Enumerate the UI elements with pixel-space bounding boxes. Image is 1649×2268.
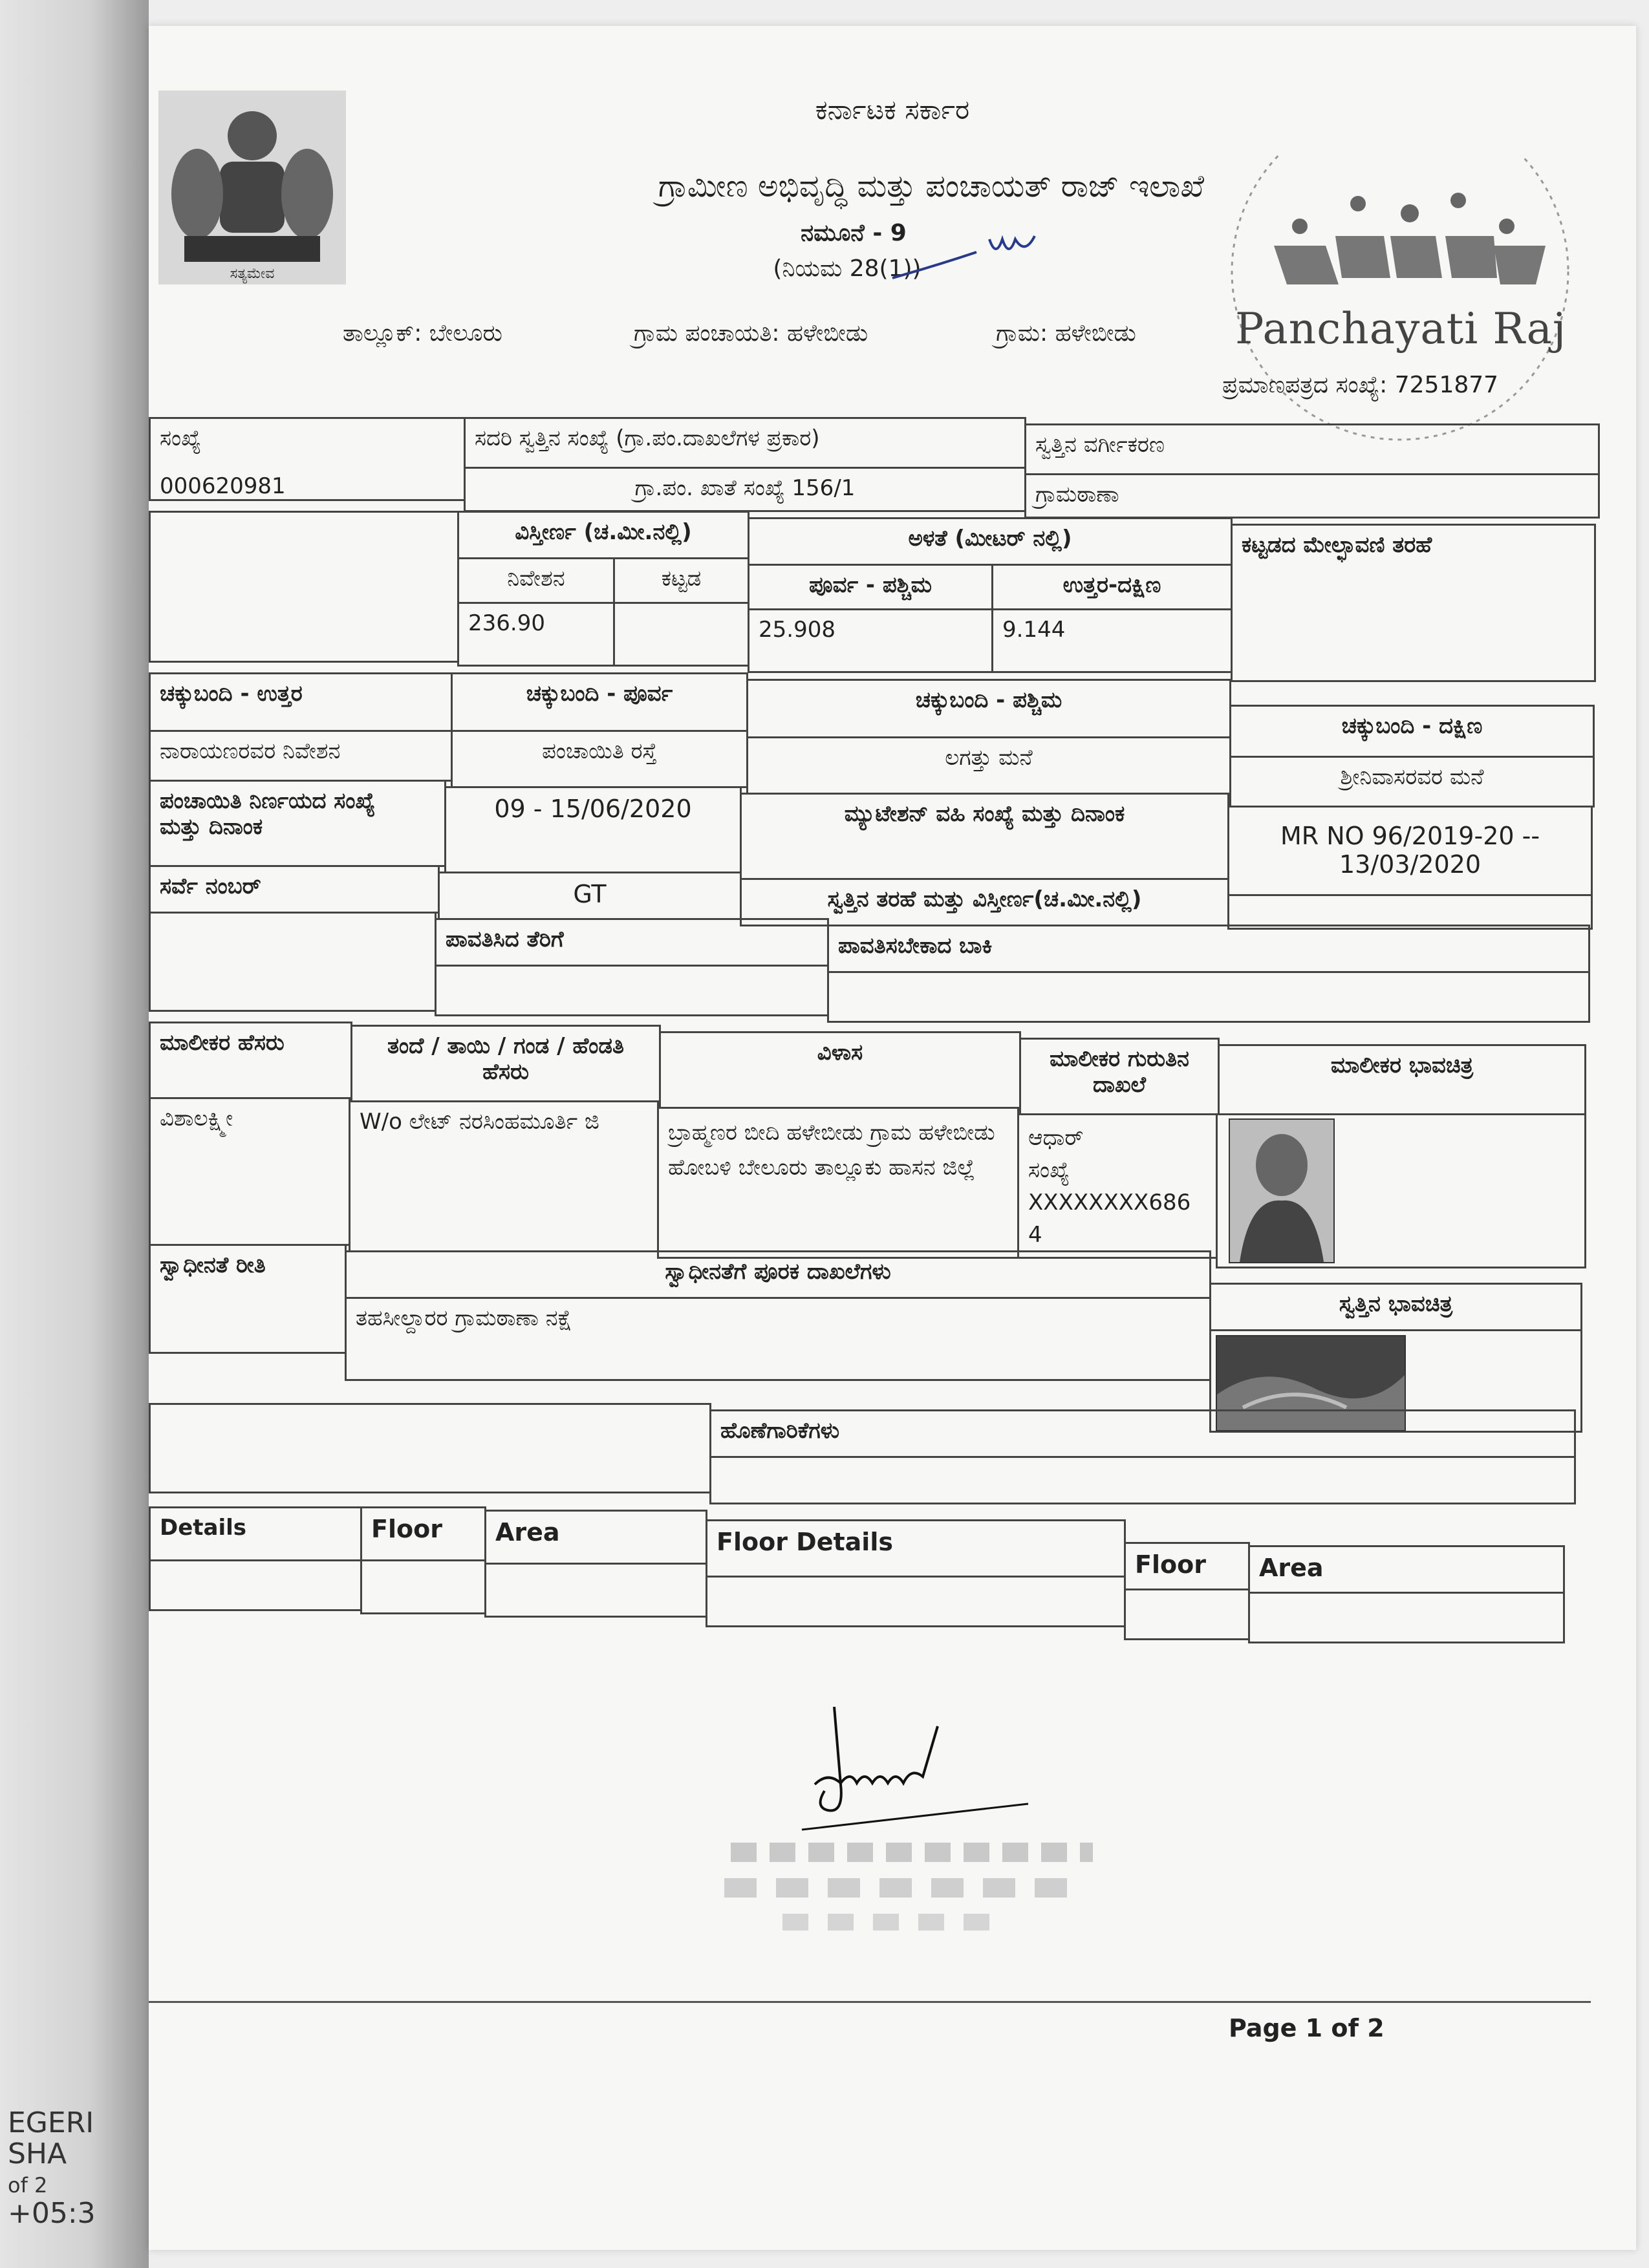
handwritten-mark-icon — [886, 226, 1054, 297]
area-label-right: Area — [1259, 1554, 1324, 1582]
floor-left-value-c — [484, 1563, 707, 1618]
acquisition-mode-cell — [149, 1244, 347, 1354]
site-label-cell — [457, 557, 615, 604]
relation-label: ತಂದೆ / ತಾಯಿ / ಗಂಡ / ಹೆಂಡತಿ ಹೆಸರು — [387, 1033, 624, 1085]
area-label-left: Area — [495, 1518, 560, 1546]
tax-side-cell — [149, 912, 436, 1012]
owner-id-label-cell — [1019, 1038, 1220, 1115]
north-south-value-cell — [991, 608, 1233, 673]
owner-id-value-3: XXXXXXXX686 — [1028, 1190, 1191, 1215]
address-value: ಬ್ರಾಹ್ಮಣರ ಬೀದಿ ಹಳೇಬೀಡು ಗ್ರಾಮ ಹಳೇಬೀಡು ಹೋಬಳಿ ಬೇಲೂರು ತಾಲ್ಲೂಕು ಹಾಸನ ಜಿಲ್ಲೆ — [668, 1120, 995, 1181]
building-label-cell — [613, 557, 749, 604]
owner-id-value-2: ಸಂಖ್ಯೆ — [1028, 1157, 1070, 1183]
acquisition-docs-label: ಸ್ವಾಧೀನತೆಗೆ ಪೂರಕ ದಾಖಲೆಗಳು — [665, 1259, 891, 1285]
certificate-page — [149, 26, 1636, 2250]
acquisition-docs-label-cell — [345, 1250, 1211, 1299]
mutation-label-cell — [740, 793, 1229, 880]
site-value: 236.90 — [468, 610, 545, 636]
gram-panchayat: ಗ್ರಾಮ ಪಂಚಾಯತಿ: ಹಳೇಬೀಡು — [634, 320, 868, 347]
edge-text-4: +05:3 — [8, 2197, 96, 2230]
resolution-value-cell — [444, 786, 742, 873]
owner-photo-label-cell — [1218, 1044, 1586, 1115]
area-label-left-cell — [484, 1510, 707, 1565]
east-boundary-label: ಚಕ್ಕುಬಂದಿ - ಪೂರ್ವ — [526, 681, 673, 707]
resolution-label-cell — [149, 780, 446, 867]
faded-stamp-line-1 — [731, 1843, 1093, 1862]
north-boundary-label-cell — [149, 672, 453, 732]
footer-rule — [149, 2001, 1591, 2003]
west-boundary-value: ಲಗತ್ತು ಮನೆ — [945, 745, 1033, 771]
mutation-label: ಮ್ಯುಟೇಶನ್ ವಹಿ ಸಂಖ್ಯೆ ಮತ್ತು ದಿನಾಂಕ — [844, 801, 1125, 827]
east-west-value: 25.908 — [759, 617, 835, 643]
west-boundary-value-cell — [746, 736, 1231, 795]
floor-details-right-label: Floor Details — [717, 1528, 893, 1556]
east-boundary-value-cell — [451, 730, 748, 788]
faded-stamp-line-2 — [724, 1878, 1086, 1898]
west-boundary-label: ಚಕ್ಕುಬಂದಿ - ಪಶ್ಚಿಮ — [915, 687, 1062, 713]
class-label: ಸ್ವತ್ತಿನ ವರ್ಗೀಕರಣ — [1035, 432, 1165, 458]
department-title: ಗ್ರಾಮೀಣ ಅಭಿವೃದ್ಧಿ ಮತ್ತು ಪಂಚಾಯತ್ ರಾಜ್ ಇಲಾಖೆ — [658, 168, 1205, 204]
edge-text-1: EGERI — [8, 2106, 94, 2139]
property-photo-label-cell — [1209, 1283, 1582, 1331]
owner-name-value-cell — [149, 1097, 350, 1246]
class-label-cell — [1024, 423, 1600, 475]
property-id-cell — [149, 417, 466, 501]
resolution-label-1: ಪಂಚಾಯಿತಿ ನಿರ್ಣಯದ ಸಂಖ್ಯೆ — [160, 788, 376, 814]
resolution-value: 09 - 15/06/2020 — [494, 795, 692, 823]
floor-label-right: Floor — [1135, 1550, 1206, 1579]
liabilities-label-cell — [709, 1409, 1576, 1458]
site-value-cell — [457, 602, 615, 667]
building-label: ಕಟ್ಟಡ — [661, 566, 702, 592]
khata-label-cell — [464, 417, 1026, 469]
north-boundary-value: ನಾರಾಯಣರವರ ನಿವೇಶನ — [160, 738, 341, 764]
owner-name-value: ವಿಶಾಲಕ್ಷ್ಮೀ — [160, 1106, 233, 1131]
east-west-value-cell — [748, 608, 993, 673]
certificate-number: ಪ್ರಮಾಣಪತ್ರದ ಸಂಖ್ಯೆ: 7251877 — [1222, 372, 1499, 398]
roof-type-cell — [1231, 524, 1596, 682]
building-value-cell — [613, 602, 749, 667]
owner-id-value-1: ಆಧಾರ್ — [1028, 1125, 1084, 1151]
tax-paid-value-cell — [435, 965, 829, 1016]
floor-details-right-cell — [706, 1519, 1126, 1578]
rule-number: (ನಿಯಮ 28(1)) — [773, 255, 921, 282]
floor-right-value-c — [1248, 1592, 1565, 1643]
floor-left-value-b — [360, 1559, 486, 1614]
floor-label-left-cell — [360, 1506, 486, 1561]
tax-balance-label: ಪಾವತಿಸಬೇಕಾದ ಬಾಕಿ — [838, 933, 993, 959]
owner-id-label: ಮಾಲೀಕರ ಗುರುತಿನ ದಾಖಲೆ — [1050, 1046, 1189, 1098]
class-value: ಗ್ರಾಮಠಾಣಾ — [1035, 482, 1119, 508]
folded-page-edge — [0, 0, 149, 2268]
edge-text-3: of 2 — [8, 2173, 48, 2198]
north-boundary-label: ಚಕ್ಕುಬಂದಿ - ಉತ್ತರ — [160, 681, 303, 707]
taluk: ತಾಲ್ಲೂಕ್: ಬೇಲೂರು — [343, 320, 502, 347]
survey-value-cell — [438, 872, 742, 920]
roof-type-label: ಕಟ್ಟಡದ ಮೇಲ್ಛಾವಣಿ ತರಹೆ — [1242, 532, 1432, 558]
relation-value: W/o ಲೇಟ್ ನರಸಿಂಹಮೂರ್ತಿ ಜಿ — [360, 1109, 599, 1135]
form-number: ನಮೂನೆ - 9 — [801, 220, 907, 246]
khata-value-cell — [464, 467, 1026, 512]
east-boundary-label-cell — [451, 672, 748, 732]
area-label: ವಿಸ್ತೀರ್ಣ (ಚ.ಮೀ.ನಲ್ಲಿ) — [515, 519, 692, 545]
floor-label-left: Floor — [371, 1515, 442, 1543]
khata-label: ಸದರಿ ಸ್ವತ್ತಿನ ಸಂಖ್ಯೆ (ಗ್ರಾ.ಪಂ.ದಾಖಲೆಗಳ ಪ್ರಕಾರ) — [475, 425, 820, 451]
address-label-cell — [659, 1031, 1021, 1109]
acquisition-mode-label: ಸ್ವಾಧೀನತೆ ರೀತಿ — [160, 1252, 266, 1278]
area-side-cell — [149, 511, 459, 663]
property-photo-label: ಸ್ವತ್ತಿನ ಭಾವಚಿತ್ರ — [1339, 1291, 1453, 1317]
property-id-label: ಸಂಖ್ಯೆ — [160, 425, 201, 451]
west-boundary-label-cell — [746, 679, 1231, 738]
owner-photo — [1229, 1118, 1335, 1263]
area-header-cell — [457, 511, 749, 559]
mutation-value-cell — [1227, 806, 1593, 896]
survey-label-cell — [149, 865, 440, 914]
owner-photo-label: ಮಾಲೀಕರ ಭಾವಚಿತ್ರ — [1330, 1053, 1474, 1078]
khata-value: ಗ್ರಾ.ಪಂ. ಖಾತೆ ಸಂಖ್ಯೆ 156/1 — [634, 475, 856, 501]
tax-balance-value-cell — [827, 971, 1590, 1023]
floor-label-right-cell — [1124, 1542, 1250, 1590]
measure-label: ಅಳತೆ (ಮೀಟರ್ ನಲ್ಲಿ) — [908, 526, 1072, 551]
floor-details-left-cell — [149, 1506, 362, 1561]
floor-left-value-a — [149, 1559, 362, 1611]
east-boundary-value: ಪಂಚಾಯಿತಿ ರಸ್ತೆ — [542, 738, 657, 764]
relation-label-cell — [350, 1025, 661, 1102]
property-id-value: 000620981 — [160, 473, 286, 499]
address-value-cell — [657, 1107, 1019, 1259]
measure-header-cell — [748, 517, 1233, 566]
south-boundary-value-cell — [1229, 756, 1595, 808]
owner-id-value-cell — [1017, 1113, 1218, 1259]
floor-right-value-b — [1124, 1589, 1250, 1640]
svg-text:ಸತ್ಯಮೇವ: ಸತ್ಯಮೇವ — [230, 266, 275, 282]
tax-paid-label: ಪಾವತಿಸಿದ ತೆರಿಗೆ — [446, 926, 564, 952]
liabilities-label: ಹೊಣೆಗಾರಿಕೆಗಳು — [720, 1418, 840, 1444]
liabilities-side-cell — [149, 1403, 711, 1493]
tax-paid-label-cell — [435, 918, 829, 967]
address-label: ವಿಳಾಸ — [817, 1040, 863, 1065]
north-south-label: ಉತ್ತರ-ದಕ್ಷಿಣ — [1062, 572, 1161, 598]
signature-icon — [789, 1700, 1035, 1843]
acquisition-docs-value-cell — [345, 1297, 1211, 1381]
east-west-label-cell — [748, 564, 993, 610]
seal-title: Panchayati Raj — [1235, 304, 1567, 354]
north-south-value: 9.144 — [1002, 617, 1066, 643]
owner-name-label-cell — [149, 1022, 352, 1099]
south-boundary-value: ಶ್ರೀನಿವಾಸರವರ ಮನೆ — [1340, 764, 1484, 790]
owner-name-label: ಮಾಲೀಕರ ಹೆಸರು — [160, 1030, 285, 1056]
village: ಗ್ರಾಮ: ಹಳೇಬೀಡು — [996, 320, 1136, 347]
class-value-cell — [1024, 473, 1600, 519]
south-boundary-label: ಚಕ್ಕುಬಂದಿ - ದಕ್ಷಿಣ — [1341, 713, 1483, 739]
survey-value: GT — [573, 880, 607, 908]
north-south-label-cell — [991, 564, 1233, 610]
area-label-right-cell — [1248, 1545, 1565, 1594]
floor-right-value-a — [706, 1576, 1126, 1627]
east-west-label: ಪೂರ್ವ - ಪಶ್ಚಿಮ — [809, 572, 932, 598]
relation-value-cell — [349, 1100, 659, 1252]
resolution-label-2: ಮತ್ತು ದಿನಾಂಕ — [160, 814, 263, 840]
south-boundary-label-cell — [1229, 705, 1595, 758]
north-boundary-value-cell — [149, 730, 453, 782]
govt-title: ಕರ್ನಾಟಕ ಸರ್ಕಾರ — [815, 94, 970, 125]
survey-label: ಸರ್ವೆ ನಂಬರ್ — [160, 873, 261, 899]
acquisition-docs-value: ತಹಸೀಲ್ದಾರರ ಗ್ರಾಮಠಾಣಾ ನಕ್ಷೆ — [356, 1305, 572, 1331]
faded-stamp-line-3 — [782, 1914, 996, 1931]
floor-details-left-label: Details — [160, 1515, 247, 1541]
liabilities-value-cell — [709, 1456, 1576, 1504]
owner-id-value-4: 4 — [1028, 1222, 1042, 1248]
page-number: Page 1 of 2 — [1229, 2014, 1385, 2042]
mutation-value: MR NO 96/2019-20 -- 13/03/2020 — [1280, 822, 1540, 879]
site-label: ನಿವೇಶನ — [507, 566, 565, 592]
edge-text-2: SHA — [8, 2137, 67, 2170]
tax-balance-label-cell — [827, 925, 1590, 973]
type-area-label: ಸ್ವತ್ತಿನ ತರಹೆ ಮತ್ತು ವಿಸ್ತೀರ್ಣ(ಚ.ಮೀ.ನಲ್ಲಿ) — [827, 886, 1142, 912]
